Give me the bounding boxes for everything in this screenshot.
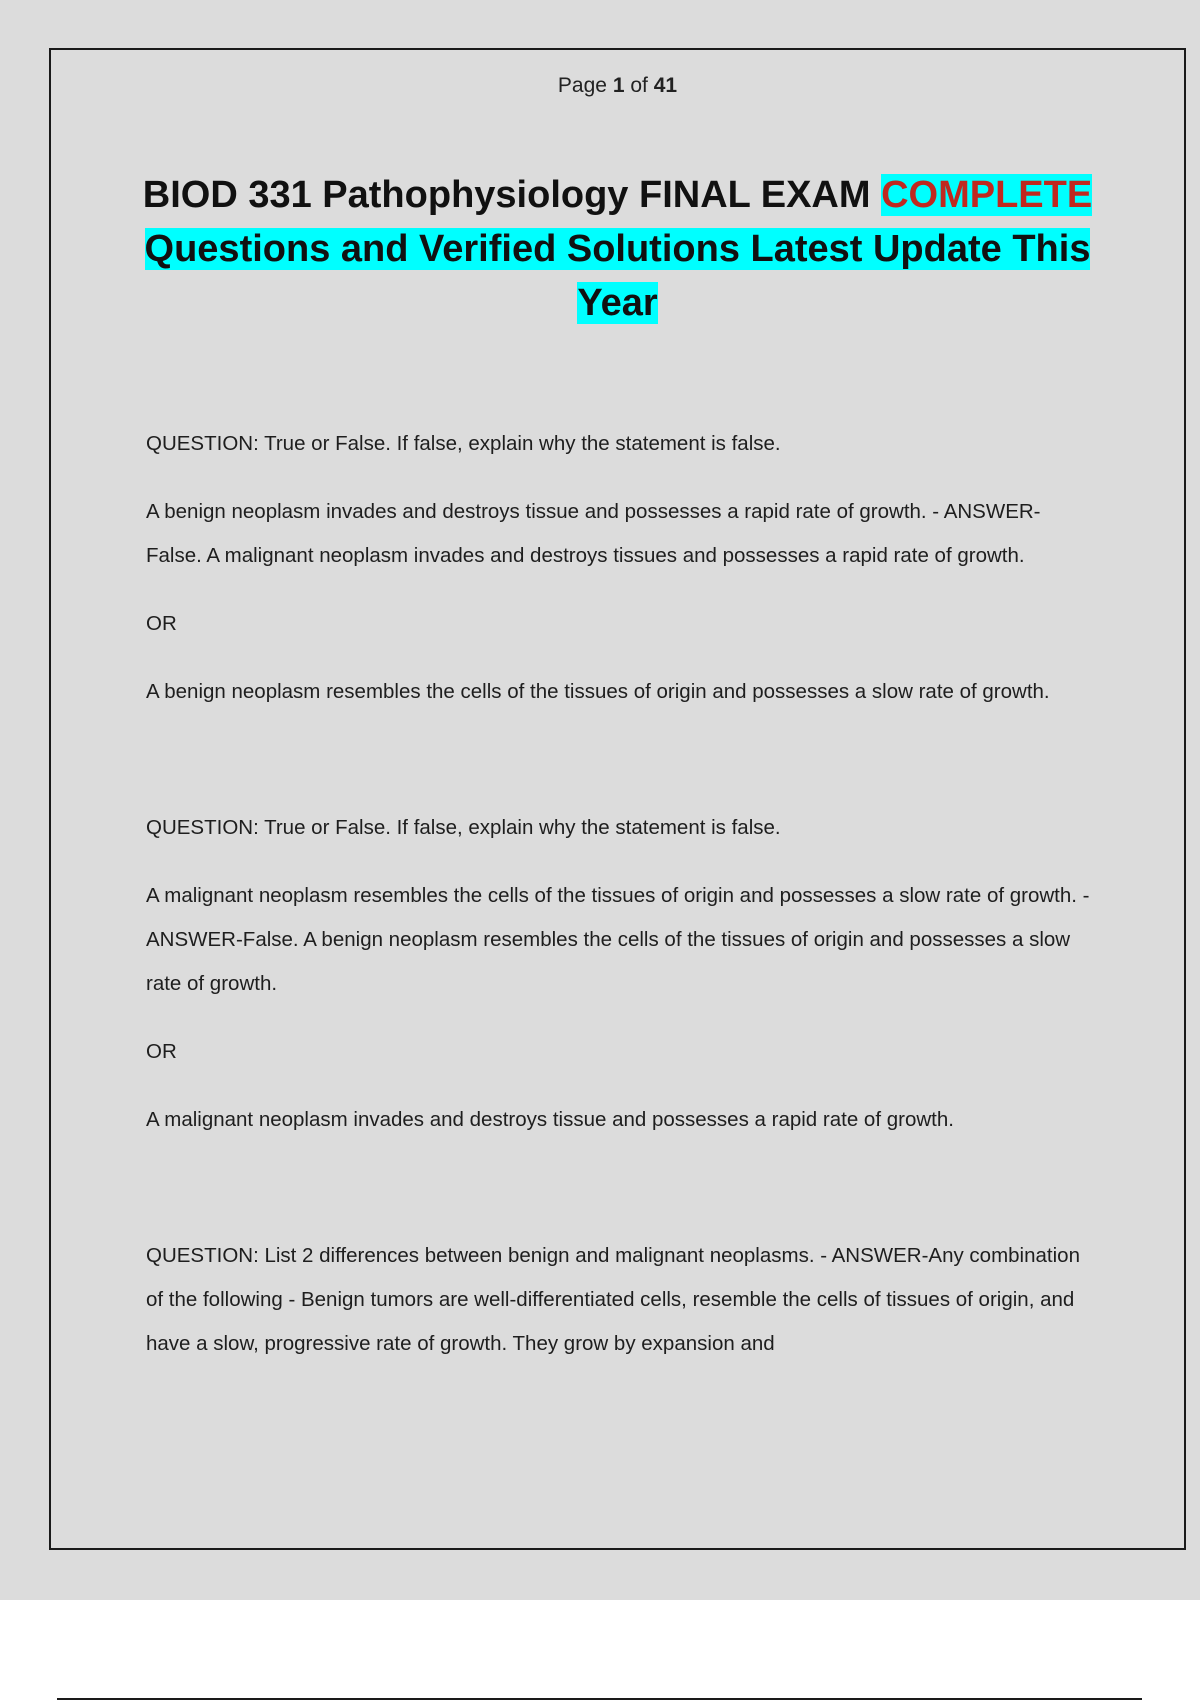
answer-2: A malignant neoplasm resembles the cells of the tissues of origin and possesses a slow rate of growth. - ANSWER-False. A benign neoplasm resembles the cells of the tissues of origin and possesses a slow rate of growth. xyxy=(146,884,1090,995)
document-body xyxy=(146,422,1096,1390)
alt-answer-1: A benign neoplasm resembles the cells of the tissues of origin and possesses a slow rate of growth. xyxy=(146,680,1050,703)
page-label: Page xyxy=(557,74,607,97)
title-highlight-complete: COMPLETE xyxy=(881,174,1093,216)
or-separator: OR xyxy=(146,612,177,635)
page-of-label: of xyxy=(630,74,648,97)
current-page: 1 xyxy=(612,74,625,97)
title-highlight-rest: Questions and Verified Solutions Latest Update This Year xyxy=(144,228,1091,324)
question-2: QUESTION: True or False. If false, explain why the statement is false. xyxy=(146,816,781,839)
question-3: QUESTION: List 2 differences between benign and malignant neoplasms. - ANSWER-Any combination of the following - Benign tumors are well-differentiated cells, resemble the cells of tissues of origin, and have a slow, progressive rate of growth. They grow by expansion and xyxy=(146,1244,1080,1355)
total-pages: 41 xyxy=(653,74,678,97)
alt-answer-2: A malignant neoplasm invades and destroys tissue and possesses a rapid rate of growth. xyxy=(146,1108,954,1131)
title-text: BIOD 331 Pathophysiology FINAL EXAM xyxy=(142,174,882,216)
page-number xyxy=(0,74,1200,98)
or-separator: OR xyxy=(146,1040,177,1063)
question-1: QUESTION: True or False. If false, explain why the statement is false. xyxy=(146,432,781,455)
answer-1: A benign neoplasm invades and destroys tissue and possesses a rapid rate of growth. - ANSWER-False. A malignant neoplasm invades and destroys tissues and possesses a rapid rate of growth. xyxy=(146,500,1041,567)
document-title xyxy=(120,168,1115,330)
